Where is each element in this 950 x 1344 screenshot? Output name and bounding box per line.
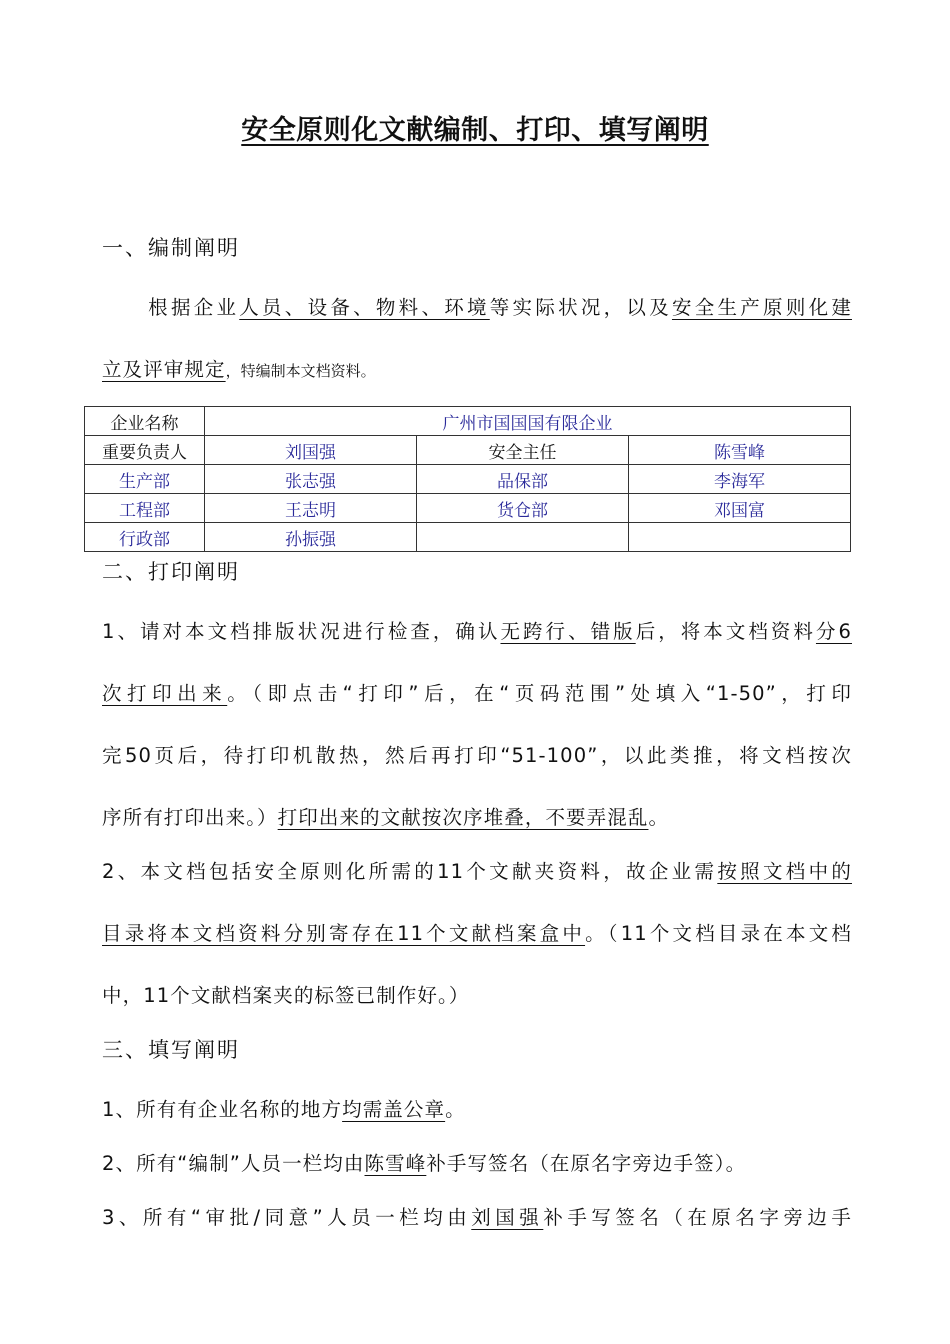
table-cell xyxy=(629,523,851,552)
section-2-line-4: 序所有打印出来。）打印出来的文献按次序堆叠，不要弄混乱。 xyxy=(102,806,670,829)
section-3-item-1: 1、所有有企业名称的地方均需盖公章。 xyxy=(102,1098,466,1121)
table-row xyxy=(85,523,851,552)
table-cell: 企业名称 xyxy=(85,407,205,436)
table-cell: 李海军 xyxy=(629,465,851,494)
table-cell: 邓国富 xyxy=(629,494,851,523)
table-cell xyxy=(417,523,629,552)
section-2-line-2: 次打印出来。（即点击“打印”后，在“页码范围”处填入“1-50”，打印 xyxy=(102,682,852,705)
section-2-line-1: 1、请对本文档排版状况进行检查，确认无跨行、错版后，将本文档资料分6 xyxy=(102,620,852,643)
section-2-line-3: 完50页后，待打印机散热，然后再打印“51-100”，以此类推，将文档按次 xyxy=(102,744,852,767)
section-1-line-2: 立及评审规定，特编制本文档资料。 xyxy=(102,358,376,381)
table-cell: 孙振强 xyxy=(205,523,417,552)
table-cell: 品保部 xyxy=(417,465,629,494)
section-3-heading: 三、填写阐明 xyxy=(102,1038,240,1062)
table-cell: 生产部 xyxy=(85,465,205,494)
table-cell: 行政部 xyxy=(85,523,205,552)
table-cell: 王志明 xyxy=(205,494,417,523)
table-row xyxy=(85,407,851,436)
table-row xyxy=(85,494,851,523)
section-2-line-7: 中，11个文献档案夹的标签已制作好。） xyxy=(102,984,470,1007)
table-cell: 货仓部 xyxy=(417,494,629,523)
table-row xyxy=(85,436,851,465)
table-cell: 刘国强 xyxy=(205,436,417,465)
section-1-line-1: 根据企业人员、设备、物料、环境等实际状况，以及安全生产原则化建 xyxy=(146,296,852,319)
document-title: 安全原则化文献编制、打印、填写阐明 xyxy=(241,115,709,146)
section-3-item-2: 2、所有“编制”人员一栏均由陈雪峰补手写签名（在原名字旁边手签）。 xyxy=(102,1152,747,1175)
table-cell: 陈雪峰 xyxy=(629,436,851,465)
section-2-heading: 二、打印阐明 xyxy=(102,560,240,584)
table-cell: 重要负责人 xyxy=(85,436,205,465)
company-info-table xyxy=(84,406,851,552)
table-row xyxy=(85,465,851,494)
section-2-line-6: 目录将本文档资料分别寄存在11个文献档案盒中。（11个文档目录在本文档 xyxy=(102,922,852,945)
company-name-cell: 广州市国国国有限企业 xyxy=(205,407,851,436)
table-cell: 张志强 xyxy=(205,465,417,494)
section-1-heading: 一、编制阐明 xyxy=(102,236,240,260)
table-cell: 安全主任 xyxy=(417,436,629,465)
section-3-item-3: 3、所有“审批/同意”人员一栏均由刘国强补手写签名（在原名字旁边手 xyxy=(102,1206,852,1229)
table-cell: 工程部 xyxy=(85,494,205,523)
section-2-line-5: 2、本文档包括安全原则化所需的11个文献夹资料，故企业需按照文档中的 xyxy=(102,860,852,883)
